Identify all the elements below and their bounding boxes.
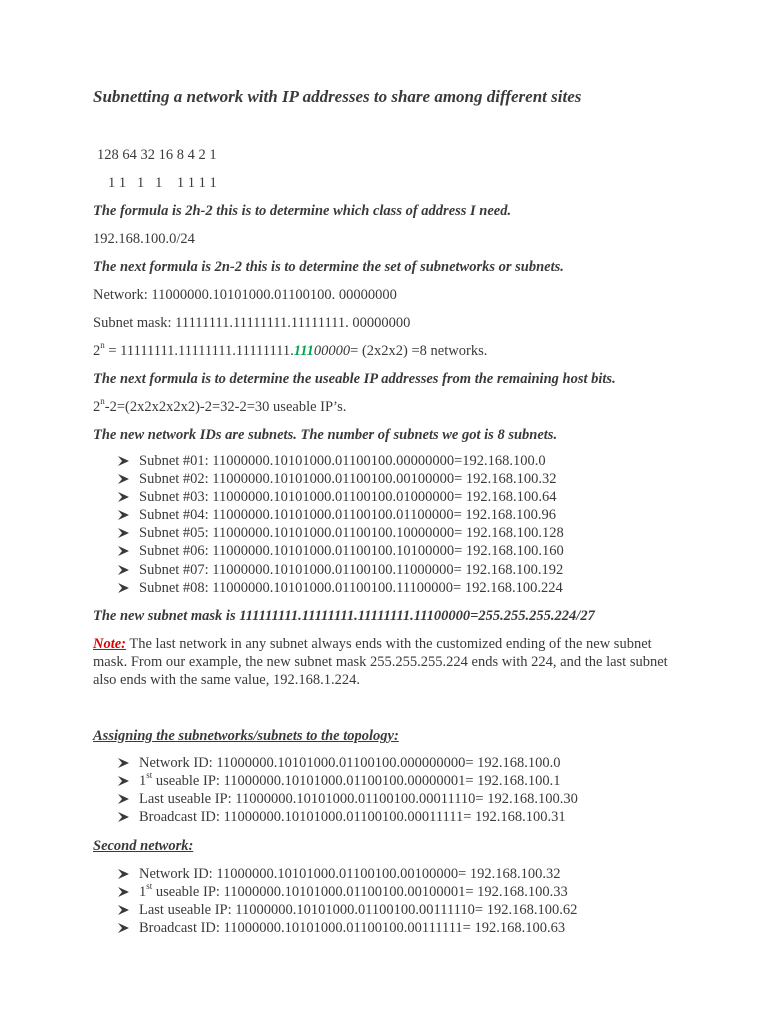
note-label: Note:	[93, 636, 127, 652]
arrowhead-bullet-icon	[117, 808, 133, 826]
borrowed-bits: 111	[293, 343, 314, 359]
assign-heading: Assigning the subnetworks/subnets to the topology:	[93, 728, 399, 744]
broadcast-id: Broadcast ID: 11000000.10101000.01100100.00011111= 192.168.100.31	[139, 809, 566, 826]
list-item	[117, 542, 564, 560]
formula-subnets: The next formula is 2n-2 this is to determine the set of subnetworks or subnets.	[93, 259, 564, 275]
power-exponent: n	[100, 340, 105, 351]
arrowhead-bullet-icon	[117, 542, 133, 560]
ones-row: 1 1 1 1 1 1 1 1	[108, 175, 217, 191]
subnet-entry: Subnet #01: 11000000.10101000.01100100.00000000=192.168.100.0	[139, 453, 546, 469]
list-item	[117, 506, 564, 524]
subnet-entry: Subnet #02: 11000000.10101000.01100100.00100000= 192.168.100.32	[139, 471, 557, 488]
bit-values-row: 128 64 32 16 8 4 2 1	[97, 147, 217, 163]
broadcast-id: Broadcast ID: 11000000.10101000.01100100.00111111= 192.168.100.63	[139, 920, 566, 937]
list-item	[117, 470, 564, 488]
list-item	[117, 808, 578, 826]
arrowhead-bullet-icon	[117, 865, 133, 883]
network-id: Network ID: 11000000.10101000.01100100.00100000= 192.168.100.32	[139, 866, 561, 882]
subnet-entry: Subnet #04: 11000000.10101000.01100100.01100000= 192.168.100.96	[139, 507, 556, 524]
first-ip-ordinal: st	[146, 881, 153, 892]
document-title: Subnetting a network with IP addresses to share among different sites	[93, 87, 582, 106]
first-useable-ip: useable IP: 11000000.10101000.01100100.00000001= 192.168.100.1	[152, 773, 561, 790]
hosts-base: 2	[93, 399, 101, 415]
list-item	[117, 865, 577, 883]
first-useable-ip: useable IP: 11000000.10101000.01100100.00100001= 192.168.100.33	[152, 884, 568, 901]
arrowhead-bullet-icon	[117, 524, 133, 542]
formula-class: The formula is 2h-2 this is to determine which class of address I need.	[93, 203, 512, 219]
new-subnet-mask: The new subnet mask is 111111111.11111111.11111111.11100000=255.255.255.224/27	[93, 608, 595, 624]
borrowed-mask-prefix: = 11111111.11111111.11111111.	[104, 343, 294, 359]
arrowhead-bullet-icon	[117, 883, 133, 901]
two-power-n-line	[93, 342, 487, 360]
arrowhead-bullet-icon	[117, 579, 133, 597]
last-useable-ip: Last useable IP: 11000000.10101000.01100100.00111110= 192.168.100.62	[139, 902, 578, 919]
list-item	[117, 790, 578, 808]
arrowhead-bullet-icon	[117, 790, 133, 808]
network-id: Network ID: 11000000.10101000.01100100.000000000= 192.168.100.0	[139, 755, 561, 771]
first-ip-number: 1	[139, 884, 147, 901]
arrowhead-bullet-icon	[117, 452, 133, 470]
arrowhead-bullet-icon	[117, 470, 133, 488]
arrowhead-bullet-icon	[117, 506, 133, 524]
network-cidr: 192.168.100.0/24	[93, 231, 195, 247]
network-binary: Network: 11000000.10101000.01100100. 00000000	[93, 287, 397, 303]
arrowhead-bullet-icon	[117, 754, 133, 772]
subnet-entry: Subnet #08: 11000000.10101000.01100100.11100000= 192.168.100.224	[139, 579, 563, 596]
last-useable-ip: Last useable IP: 11000000.10101000.01100100.00011110= 192.168.100.30	[139, 791, 578, 808]
list-item	[117, 883, 577, 901]
power-base: 2	[93, 343, 101, 359]
subnet-entry: Subnet #05: 11000000.10101000.01100100.10000000= 192.168.100.128	[139, 525, 564, 542]
subnets-heading: The new network IDs are subnets. The number of subnets we got is 8 subnets.	[93, 427, 558, 443]
list-item	[117, 772, 578, 790]
first-ip-ordinal: st	[146, 770, 153, 781]
list-item	[117, 488, 564, 506]
formula-hosts: The next formula is to determine the useable IP addresses from the remaining host bits.	[93, 371, 616, 387]
hosts-result: -2=(2x2x2x2x2)-2=32-2=30 useable IP’s.	[104, 399, 347, 415]
note-text: The last network in any subnet always ends with the customized ending of the new subnet mask. From our example, the new subnet mask 255.255.255.224 ends with 224, and the last subnet also ends with the same value, 192.168.1.224.	[93, 636, 668, 688]
subnet-mask-binary: Subnet mask: 11111111.11111111.11111111. 00000000	[93, 315, 411, 331]
list-item	[117, 754, 578, 772]
networks-result: = (2x2x2) =8 networks.	[350, 343, 488, 359]
list-item	[117, 452, 564, 470]
arrowhead-bullet-icon	[117, 772, 133, 790]
arrowhead-bullet-icon	[117, 488, 133, 506]
list-item	[117, 561, 564, 579]
arrowhead-bullet-icon	[117, 561, 133, 579]
subnet-entry: Subnet #07: 11000000.10101000.01100100.11000000= 192.168.100.192	[139, 561, 564, 578]
second-network-list	[117, 865, 577, 937]
first-network-list	[117, 754, 578, 826]
note-paragraph	[93, 635, 668, 689]
hosts-calculation	[93, 398, 346, 416]
list-item	[117, 901, 577, 919]
arrowhead-bullet-icon	[117, 901, 133, 919]
subnet-list	[117, 452, 564, 597]
remaining-bits: 00000	[313, 343, 351, 359]
list-item	[117, 919, 577, 937]
hosts-exponent: n	[100, 396, 105, 407]
list-item	[117, 579, 564, 597]
list-item	[117, 524, 564, 542]
first-ip-number: 1	[139, 773, 147, 790]
subnet-entry: Subnet #03: 11000000.10101000.01100100.01000000= 192.168.100.64	[139, 489, 557, 506]
arrowhead-bullet-icon	[117, 919, 133, 937]
subnet-entry: Subnet #06: 11000000.10101000.01100100.10100000= 192.168.100.160	[139, 543, 564, 560]
second-network-heading: Second network:	[93, 838, 194, 854]
